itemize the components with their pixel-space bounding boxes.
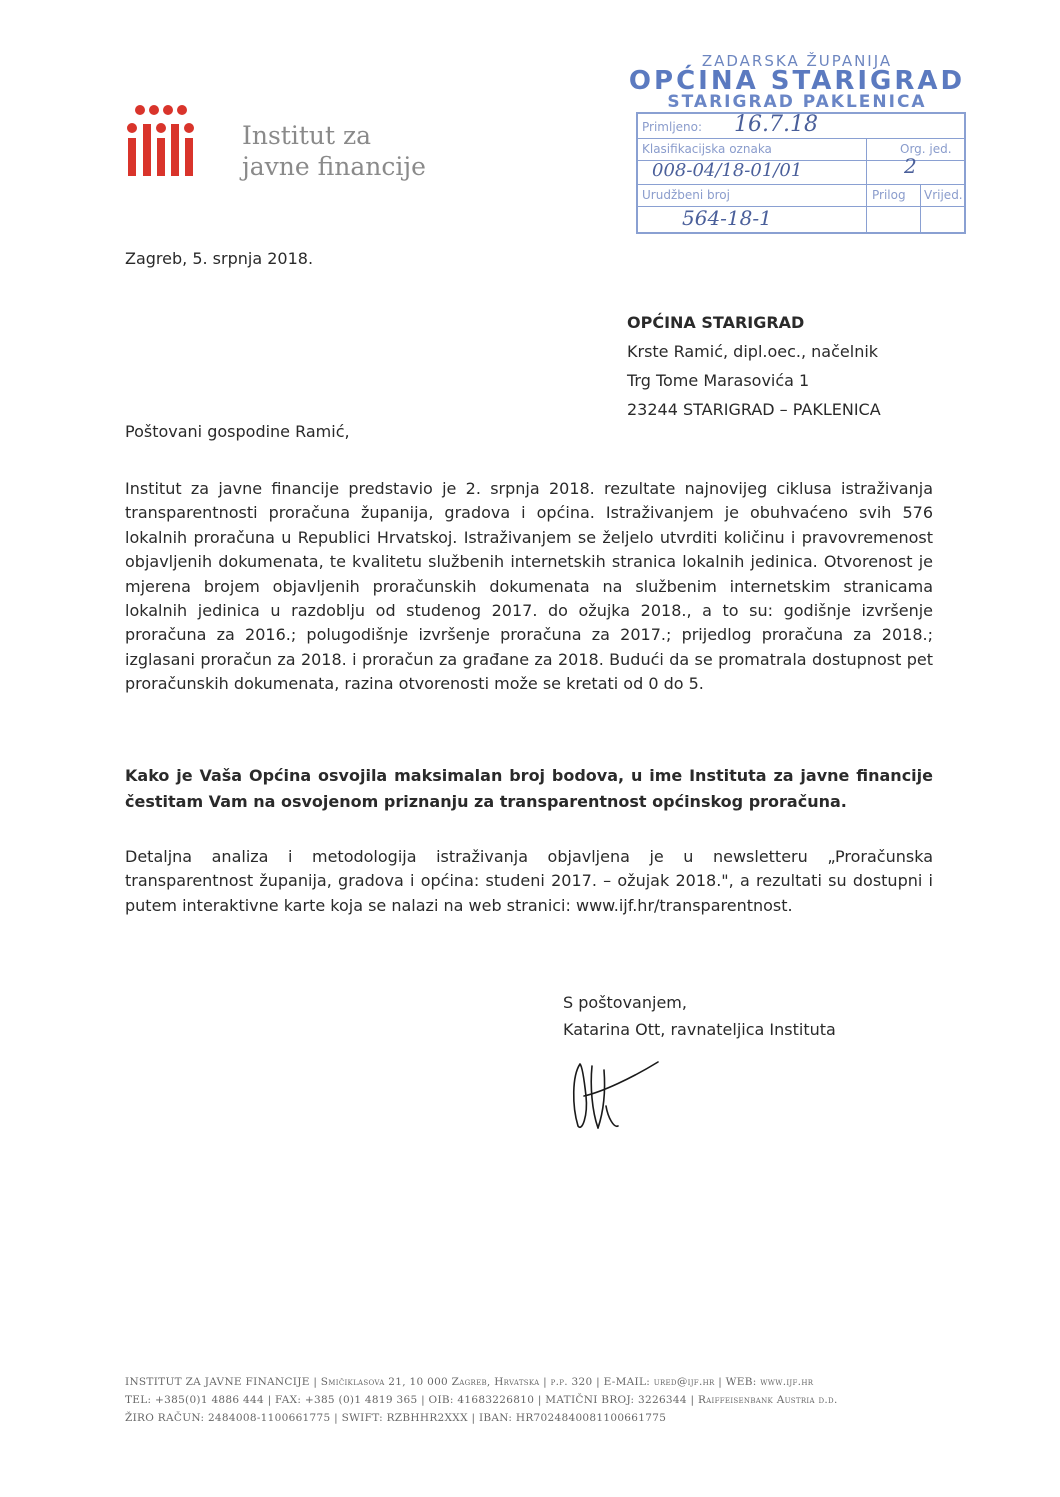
institute-name — [242, 120, 426, 182]
stamp-county: ZADARSKA ŽUPANIJA — [701, 52, 893, 70]
letter-date: Zagreb, 5. srpnja 2018. — [125, 249, 314, 268]
stamp-org-label: Org. jed. — [900, 142, 952, 156]
body-paragraph-3: Detaljna analiza i metodologija istraživanja objavljena je u newsletteru „Proračunska transparentnost županija, gradova i općina: studeni 2017. – ožujak 2018.", a rezultati su dostupni i putem interaktivne karte koja se nalazi na web stranici: www.ijf.hr/transparentnost. — [125, 847, 933, 915]
recipient-street: Trg Tome Marasovića 1 — [627, 371, 810, 390]
stamp-reg-value: 564-18-1 — [682, 206, 772, 230]
stamp-row-reg-label — [638, 184, 964, 207]
stamp-class-label: Klasifikacijska oznaka — [642, 142, 772, 156]
salutation: Poštovani gospodine Ramić, — [125, 422, 350, 441]
stamp-row-reg-value — [638, 206, 964, 234]
closing-phrase: S poštovanjem, — [563, 993, 687, 1012]
footer — [125, 1373, 838, 1427]
stamp-row-received — [638, 114, 964, 139]
stamp-class-value: 008-04/18-01/01 — [652, 160, 803, 181]
recipient-person: Krste Ramić, dipl.oec., načelnik — [627, 342, 879, 361]
stamp-row-class-value — [638, 154, 964, 185]
stamp-table — [636, 112, 966, 234]
stamp-received-label: Primljeno: — [642, 120, 703, 134]
institute-name-line1: Institut za — [242, 121, 372, 150]
recipient-address — [627, 308, 881, 424]
stamp-org-value: 2 — [904, 154, 917, 178]
footer-line-2: TEL: +385(0)1 4886 444 | FAX: +385 (0)1 4819 365 | OIB: 41683226810 | MATIČNI BROJ: 3226344 | Raiffeisenbank Austria d.d. — [125, 1394, 838, 1406]
recipient-city: 23244 STARIGRAD – PAKLENICA — [627, 400, 881, 419]
footer-line-3: ŽIRO RAČUN: 2484008-1100661775 | SWIFT: RZBHHR2XXX | IBAN: HR7024840081100661775 — [125, 1412, 667, 1424]
stamp-municipality: OPĆINA STARIGRAD — [628, 66, 966, 96]
signatory: Katarina Ott, ravnateljica Instituta — [563, 1020, 836, 1039]
stamp-place: STARIGRAD PAKLENICA — [667, 92, 927, 112]
stamp-reg-label: Urudžbeni broj — [642, 188, 730, 202]
stamp-value-label: Vrijed. — [924, 188, 963, 202]
registry-stamp — [626, 52, 968, 238]
footer-line-1: INSTITUT ZA JAVNE FINANCIJE | Smičiklasova 21, 10 000 Zagreb, Hrvatska | p.p. 320 | E-MAIL: ured@ijf.hr | WEB: www.ijf.hr — [125, 1376, 814, 1388]
stamp-attach-label: Prilog — [872, 188, 906, 202]
institute-logo-icon — [126, 104, 196, 176]
body-paragraph-2: Kako je Vaša Općina osvojila maksimalan broj bodova, u ime Instituta za javne financije čestitam Vam na osvojenom priznanju za transparentnost općinskog proračuna. — [125, 766, 933, 811]
institute-name-line2: javne financije — [242, 152, 426, 181]
closing-block — [563, 989, 836, 1043]
stamp-received-value: 16.7.18 — [734, 112, 818, 137]
recipient-name: OPĆINA STARIGRAD — [627, 313, 805, 332]
body-paragraph-1: Institut za javne financije predstavio je 2. srpnja 2018. rezultate najnovijeg ciklusa istraživanja transparentnosti proračuna županija, gradova i općina. Istraživanjem je obuhvaćeno svih 576 lokalnih proračuna u Republici Hrvatskoj. Istraživanjem se željelo utvrditi količinu i pravovremenost objavljenih dokumenata, te kvalitetu službenih internetskih stranica lokalnih jedinica. Otvorenost je mjerena brojem objavljenih proračunskih dokumenata na službenim internetskim stranicama lokalnih jedinica u razdoblju od studenog 2017. do ožujka 2018., a to su: godišnje izvršenje proračuna za 2016.; polugodišnje izvršenje proračuna za 2017.; prijedlog proračuna za 2018.; izglasani proračun za 2018. i proračun za građane za 2018. Budući da se promatrala dostupnost pet proračunskih dokumenata, razina otvorenosti može se kretati od 0 do 5. — [125, 479, 933, 694]
handwritten-signature-icon — [562, 1056, 662, 1132]
